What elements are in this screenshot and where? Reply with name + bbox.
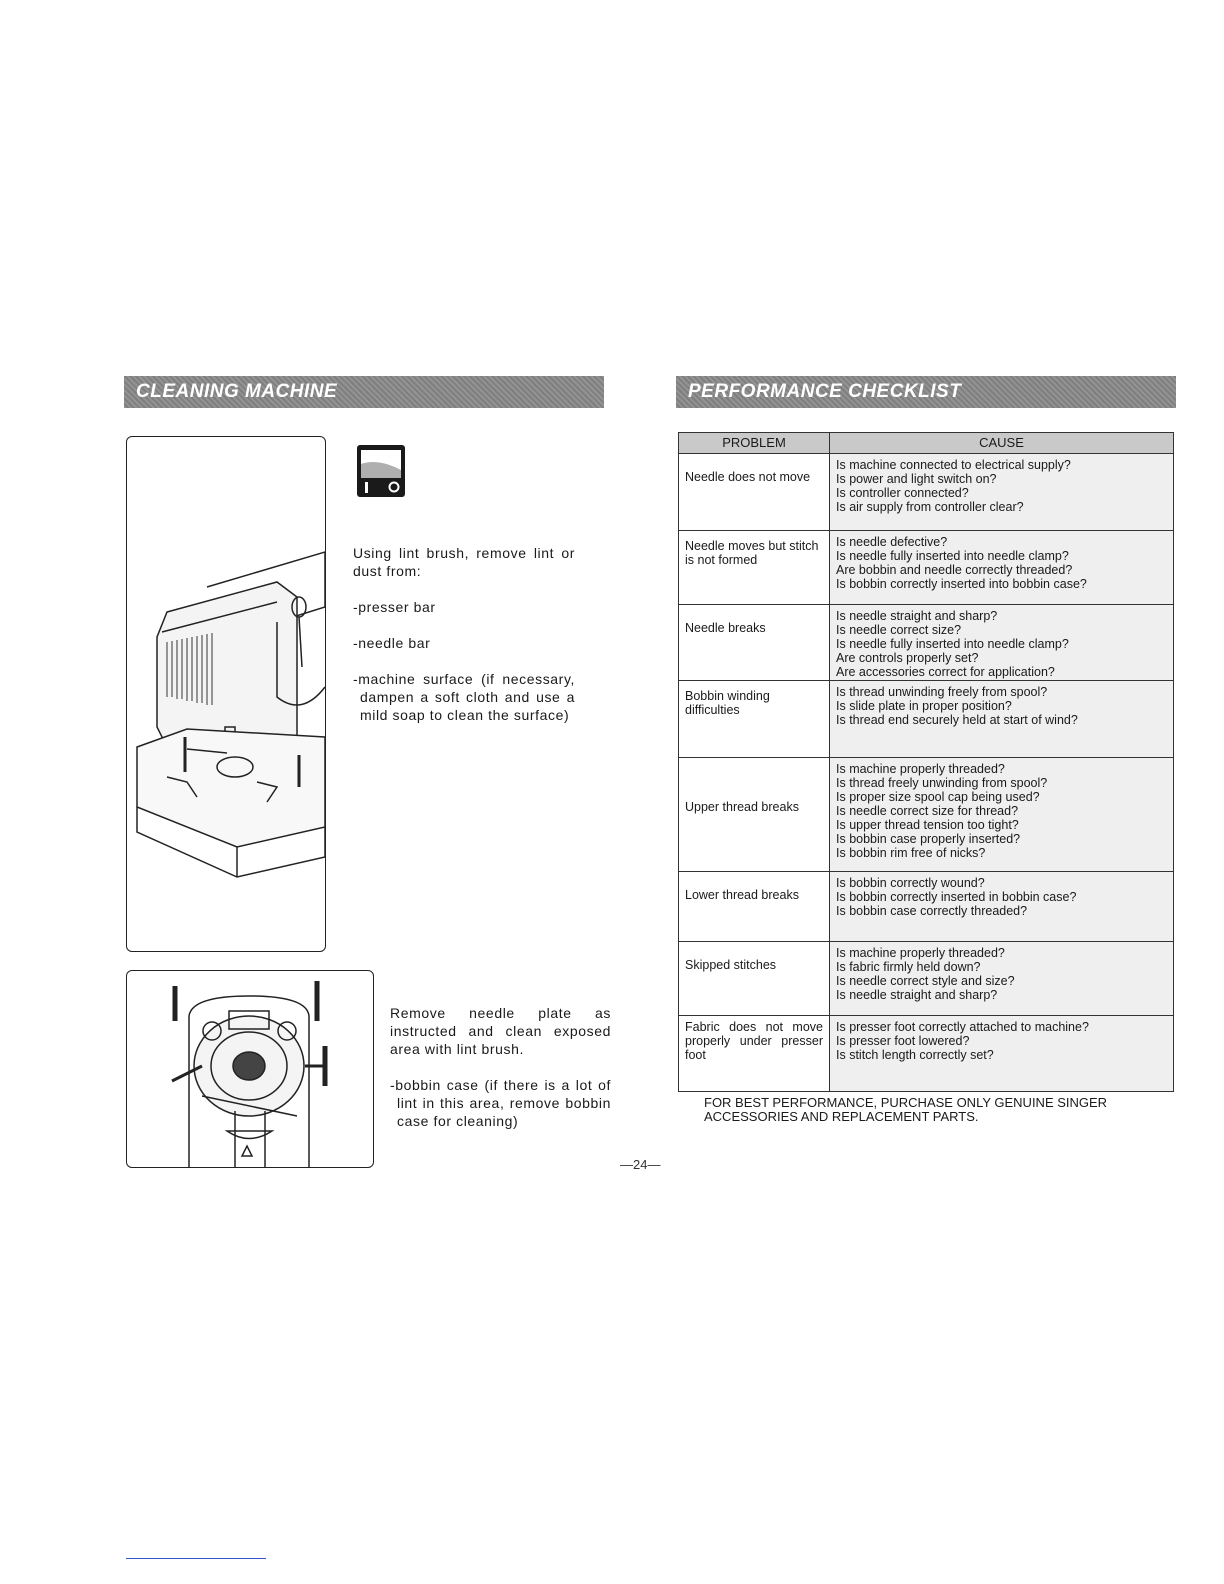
cause-line: Is slide plate in proper position? [836,699,1012,713]
problem-cell: Upper thread breaks [679,758,830,872]
needle-plate-instructions [390,1004,611,1148]
cause-cell [830,1016,1174,1092]
cause-line: Is needle correct style and size? [836,974,1015,988]
cause-line: Is needle correct size for thread? [836,804,1019,818]
cause-cell [830,758,1174,872]
cause-line: Is air supply from controller clear? [836,500,1024,514]
item-presser-bar: -presser bar [353,599,436,615]
cause-line: Is machine connected to electrical supply? [836,458,1071,472]
cause-line: Is needle fully inserted into needle clamp? [836,637,1069,651]
cause-line: Is bobbin case properly inserted? [836,832,1021,846]
sewing-machine-illustration [126,436,326,952]
problem-cell: Bobbin winding difficulties [679,681,830,758]
table-row [679,454,1174,531]
problem-column-header: PROBLEM [679,433,830,454]
cause-cell [830,872,1174,942]
cleaning-machine-banner: CLEANING MACHINE [124,376,604,408]
plate-instruction-text: Remove needle plate as instructed and clean exposed area with lint brush. [390,1005,611,1057]
cause-line: Is thread freely unwinding from spool? [836,776,1048,790]
cause-line: Is needle defective? [836,535,948,549]
cause-line: Are controls properly set? [836,651,979,665]
cause-line: Is upper thread tension too tight? [836,818,1019,832]
cause-cell [830,605,1174,681]
cause-line: Is bobbin case correctly threaded? [836,904,1028,918]
table-row [679,1016,1174,1092]
item-bobbin-case: -bobbin case (if there is a lot of lint in this area, remove bobbin case for cleaning) [390,1077,611,1129]
problem-cell: Skipped stitches [679,942,830,1016]
cause-cell [830,942,1174,1016]
cause-line: Is needle straight and sharp? [836,609,998,623]
cause-line: Is bobbin correctly wound? [836,876,985,890]
cause-cell [830,531,1174,605]
problem-cell: Needle moves but stitch is not formed [679,531,830,605]
cause-line: Are bobbin and needle correctly threaded? [836,563,1073,577]
table-row [679,531,1174,605]
cause-line: Is stitch length correctly set? [836,1048,994,1062]
bottom-rule [126,1558,266,1559]
table-row [679,605,1174,681]
table-row [679,872,1174,942]
bobbin-area-drawing [127,971,373,1167]
cause-cell [830,454,1174,531]
performance-checklist-banner: PERFORMANCE CHECKLIST [676,376,1176,408]
cause-line: Is presser foot correctly attached to machine? [836,1020,1089,1034]
cause-line: Is bobbin rim free of nicks? [836,846,986,860]
cause-line: Is fabric firmly held down? [836,960,981,974]
table-row [679,758,1174,872]
table-row [679,942,1174,1016]
performance-checklist-table [678,432,1174,1092]
cause-line: Is controller connected? [836,486,969,500]
intro-text: Using lint brush, remove lint or dust from: [353,545,575,579]
item-machine-surface: -machine surface (if necessary, dampen a soft cloth and use a mild soap to clean the surface) [353,671,575,723]
cause-line: Is bobbin correctly inserted in bobbin case? [836,890,1077,904]
cause-line: Is proper size spool cap being used? [836,790,1040,804]
cause-column-header: CAUSE [830,433,1174,454]
cause-line: Is thread end securely held at start of wind? [836,713,1078,727]
problem-cell: Needle breaks [679,605,830,681]
problem-cell: Lower thread breaks [679,872,830,942]
cause-cell [830,681,1174,758]
item-needle-bar: -needle bar [353,635,431,651]
cause-line: Is power and light switch on? [836,472,997,486]
cause-line: Is thread unwinding freely from spool? [836,685,1048,699]
cause-line: Are accessories correct for application? [836,665,1055,679]
page-number: —24— [620,1157,661,1172]
cleaning-instructions [353,544,575,742]
genuine-parts-note: FOR BEST PERFORMANCE, PURCHASE ONLY GENUINE SINGER ACCESSORIES AND REPLACEMENT PARTS. [704,1095,1108,1124]
table-row [679,681,1174,758]
problem-cell: Fabric does not move properly under presser foot [679,1016,830,1092]
cause-line: Is presser foot lowered? [836,1034,970,1048]
cause-line: Is bobbin correctly inserted into bobbin case? [836,577,1087,591]
power-switch-drawing [356,444,406,498]
cause-line: Is needle fully inserted into needle clamp? [836,549,1069,563]
power-switch-icon [356,444,406,498]
sewing-machine-drawing [127,437,325,951]
cause-line: Is needle straight and sharp? [836,988,998,1002]
cause-line: Is needle correct size? [836,623,962,637]
needle-plate-illustration [126,970,374,1168]
cause-line: Is machine properly threaded? [836,762,1005,776]
cause-line: Is machine properly threaded? [836,946,1005,960]
problem-cell: Needle does not move [679,454,830,531]
